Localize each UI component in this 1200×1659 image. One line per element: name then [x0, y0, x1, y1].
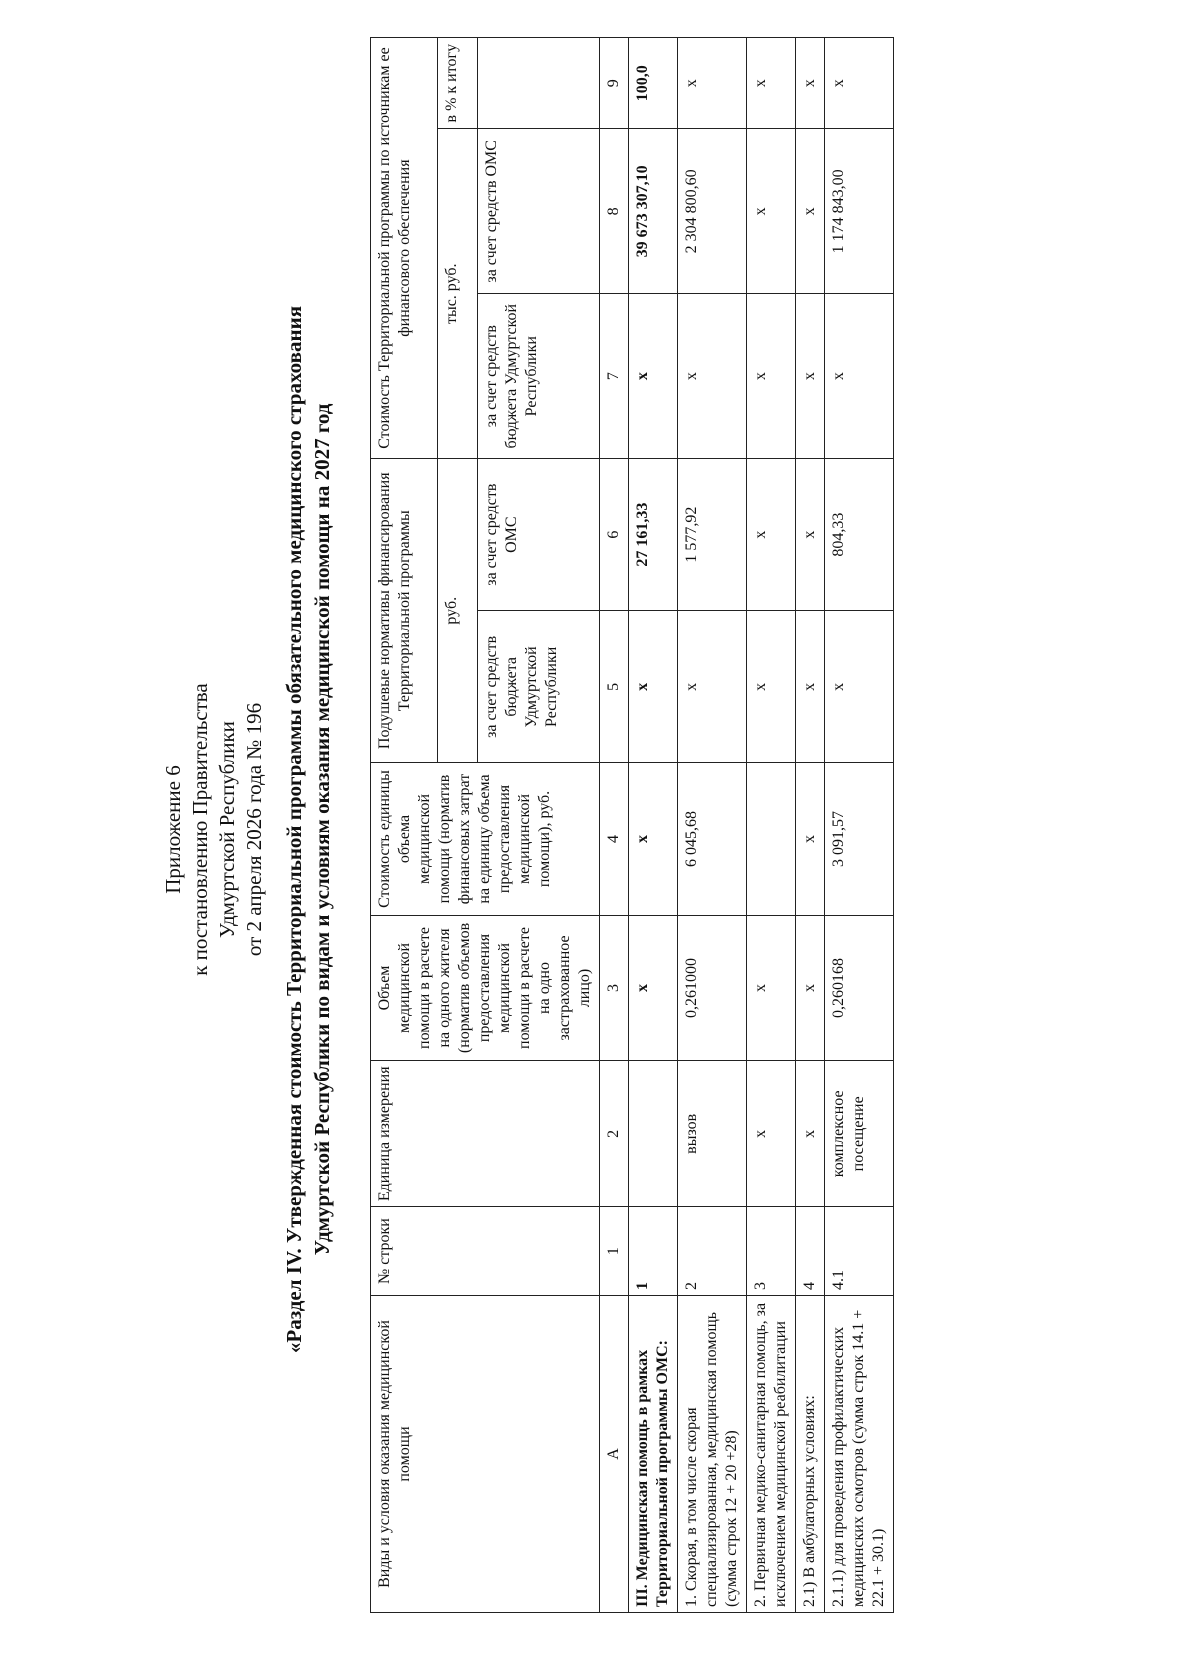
cost-table — [370, 37, 894, 1613]
col-number: 4 — [600, 763, 629, 915]
column-number-row — [600, 38, 629, 1613]
header-volume: Объем медицинской помощи в расчете на одного жителя (норматив объемов предоставления медицинской помощи в расчете на одно застрахованное лицо) — [371, 915, 600, 1061]
appendix-line-3: Удмуртской Республики — [215, 721, 239, 938]
appendix-line-2: к постановлению Правительства — [188, 683, 212, 976]
header-per-capita-unit: руб. — [438, 459, 478, 763]
row-cell: 2 304 800,60 — [678, 129, 747, 294]
appendix-block — [160, 0, 268, 1659]
row-cell: х — [796, 38, 825, 129]
row-cell: 2 — [678, 1207, 747, 1296]
col-number: 9 — [600, 38, 629, 129]
row-cell: х — [629, 763, 678, 915]
col-number: 6 — [600, 459, 629, 611]
heading-line-2: Удмуртской Республики по видам и условиям оказания медицинской помощи на 2027 год — [310, 403, 334, 1256]
section-heading — [280, 0, 336, 1659]
row-cell: 1 — [629, 1207, 678, 1296]
table-row — [825, 38, 894, 1613]
header-percent: в % к итогу — [438, 38, 478, 129]
header-line-no: № строки — [371, 1207, 600, 1296]
row-cell: х — [678, 38, 747, 129]
row-cell: х — [629, 915, 678, 1061]
row-cell: вызов — [678, 1061, 747, 1207]
row-cell: 3 091,57 — [825, 763, 894, 915]
row-cell: х — [796, 915, 825, 1061]
row-cell: х — [747, 129, 796, 294]
row-cell: х — [747, 611, 796, 763]
header-cost-oms: за счет средств ОМС — [477, 129, 599, 294]
header-cost-budget: за счет средств бюджета Удмуртской Республики — [477, 294, 599, 459]
header-unit-cost: Стоимость единицы объема медицинской помощи (норматив финансовых затрат на единицу объема предоставления медицинской помощи), руб. — [371, 763, 600, 915]
appendix-line-1: Приложение 6 — [161, 765, 185, 894]
row-cell: х — [796, 294, 825, 459]
row-cell: х — [629, 294, 678, 459]
row-label: 2. Первичная медико-санитарная помощь, за исключением медицинской реабилитации — [747, 1295, 796, 1612]
row-cell: 39 673 307,10 — [629, 129, 678, 294]
row-cell: х — [747, 915, 796, 1061]
header-kinds: Виды и условия оказания медицинской помощи — [371, 1295, 600, 1612]
row-cell: х — [796, 459, 825, 611]
row-cell: х — [796, 1061, 825, 1207]
header-cost: Стоимость Территориальной программы по источникам ее финансового обеспечения — [371, 38, 438, 459]
row-cell: х — [796, 611, 825, 763]
table-row — [629, 38, 678, 1613]
row-label: 2.1.1) для проведения профилактических медицинских осмотров (сумма строк 14.1 + 22.1 + 30.1) — [825, 1295, 894, 1612]
row-cell: х — [825, 611, 894, 763]
col-number: 2 — [600, 1061, 629, 1207]
row-label: 2.1) В амбулаторных условиях: — [796, 1295, 825, 1612]
row-cell: 804,33 — [825, 459, 894, 611]
row-cell: х — [825, 294, 894, 459]
col-number: 8 — [600, 129, 629, 294]
row-cell: 100,0 — [629, 38, 678, 129]
row-label: III. Медицинская помощь в рамках Территориальной программы ОМС: — [629, 1295, 678, 1612]
header-unit: Единица измерения — [371, 1061, 600, 1207]
row-cell: х — [747, 459, 796, 611]
col-number: 5 — [600, 611, 629, 763]
header-per-capita: Подушевые нормативы финансирования Территориальной программы — [371, 459, 438, 763]
table-row — [747, 38, 796, 1613]
row-cell: комплексное посещение — [825, 1061, 894, 1207]
row-cell: х — [796, 129, 825, 294]
row-cell: х — [747, 38, 796, 129]
col-number: 3 — [600, 915, 629, 1061]
table-row — [678, 38, 747, 1613]
row-cell: 1 577,92 — [678, 459, 747, 611]
col-number: А — [600, 1295, 629, 1612]
col-number: 7 — [600, 294, 629, 459]
row-cell: х — [629, 611, 678, 763]
row-cell: х — [747, 294, 796, 459]
header-cost-unit: тыс. руб. — [438, 129, 478, 459]
row-cell: х — [796, 763, 825, 915]
appendix-line-4: от 2 апреля 2026 года № 196 — [242, 702, 266, 957]
row-cell: х — [678, 611, 747, 763]
row-cell: х — [747, 1061, 796, 1207]
row-cell: 6 045,68 — [678, 763, 747, 915]
heading-line-1: «Раздел IV. Утвержденная стоимость Территориальной программы обязательного медицинского страхования — [282, 305, 306, 1354]
row-cell: 4.1 — [825, 1207, 894, 1296]
row-cell — [629, 1061, 678, 1207]
row-cell: 0,260168 — [825, 915, 894, 1061]
col-number: 1 — [600, 1207, 629, 1296]
row-cell — [747, 763, 796, 915]
table-row — [796, 38, 825, 1613]
row-cell: х — [678, 294, 747, 459]
header-per-capita-oms: за счет средств ОМС — [477, 459, 599, 611]
row-cell: х — [825, 38, 894, 129]
row-cell: 27 161,33 — [629, 459, 678, 611]
row-cell: 0,261000 — [678, 915, 747, 1061]
header-per-capita-budget: за счет средств бюджета Удмуртской Республики — [477, 611, 599, 763]
row-cell: 4 — [796, 1207, 825, 1296]
row-cell: 3 — [747, 1207, 796, 1296]
row-label: 1. Скорая, в том числе скорая специализированная, медицинская помощь (сумма строк 12 + 20 +28) — [678, 1295, 747, 1612]
header-empty — [477, 38, 599, 129]
row-cell: 1 174 843,00 — [825, 129, 894, 294]
